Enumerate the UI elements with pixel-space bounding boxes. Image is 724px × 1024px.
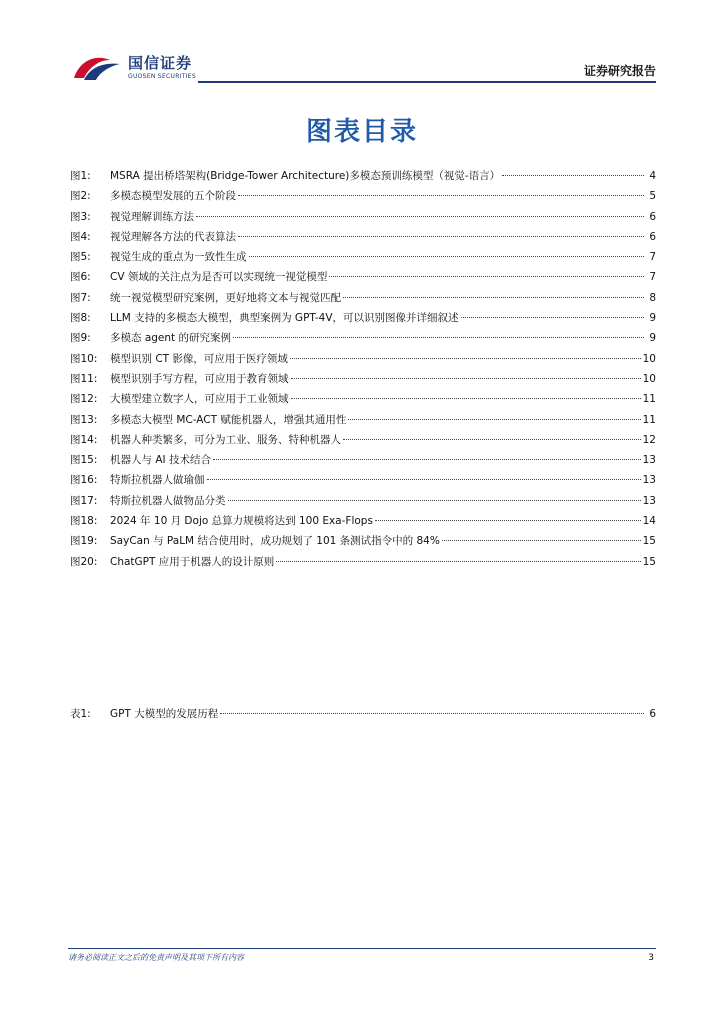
toc-dot-leader: [276, 561, 640, 562]
toc-entry[interactable]: [70, 249, 656, 269]
toc-dot-leader: [291, 378, 641, 379]
toc-entry-page: 8: [649, 291, 656, 304]
toc-entry-label: 图12:: [70, 393, 98, 406]
toc-entry-page: 9: [649, 312, 656, 325]
toc-entry-title: 大模型建立数字人，可应用于工业领域: [110, 393, 289, 406]
toc-dot-leader: [502, 175, 644, 176]
toc-entry-label: 图15:: [70, 454, 98, 467]
toc-entry-label: 图18:: [70, 515, 98, 528]
toc-entry-page: 13: [642, 494, 656, 507]
toc-entry[interactable]: [70, 290, 656, 310]
toc-entry-label: 图1:: [70, 170, 91, 182]
toc-entry[interactable]: [70, 229, 656, 249]
toc-dot-leader: [461, 317, 644, 318]
toc-entry-page: 13: [642, 474, 656, 487]
toc-entry-label: 图8:: [70, 312, 91, 325]
toc-dot-leader: [233, 337, 644, 338]
toc-entry[interactable]: [70, 391, 656, 411]
toc-entry-page: 14: [642, 515, 656, 528]
toc-entry-label: 图10:: [70, 352, 98, 365]
toc-entry-page: 12: [642, 433, 656, 446]
toc-entry-title: 多模态模型发展的五个阶段: [110, 190, 236, 203]
toc-entry-page: 15: [642, 555, 656, 568]
toc-entry[interactable]: [70, 371, 656, 391]
toc-entry-title: 视觉理解训练方法: [110, 210, 194, 223]
brand-logo: [70, 52, 196, 84]
toc-entry-label: 图20:: [70, 555, 98, 568]
footer-disclaimer: 请务必阅读正文之后的免责声明及其项下所有内容: [68, 953, 244, 962]
toc-entry[interactable]: [70, 351, 656, 371]
toc-entry-title: MSRA 提出桥塔架构(Bridge-Tower Architecture)多模态预训练模型（视觉-语言）: [110, 170, 501, 182]
brand-name-cn: 国信证券: [128, 54, 193, 72]
page-title: 图表目录: [305, 117, 418, 147]
toc-dot-leader: [290, 358, 641, 359]
toc-entry[interactable]: [70, 554, 656, 574]
toc-entry-page: 10: [642, 352, 656, 365]
toc-entry-page: 13: [642, 454, 656, 467]
toc-entry-label: 图2:: [70, 190, 91, 203]
toc-entry-page: 7: [649, 251, 656, 264]
toc-dot-leader: [207, 479, 641, 480]
toc-entry[interactable]: [70, 209, 656, 229]
toc-entry-label: 图6:: [70, 271, 91, 284]
toc-entry-title: ChatGPT 应用于机器人的设计原则: [110, 555, 275, 568]
toc-entry-page: 11: [642, 413, 656, 426]
toc-dot-leader: [196, 216, 644, 217]
toc-dot-leader: [348, 419, 640, 420]
toc-entry[interactable]: [70, 330, 656, 350]
toc-dot-leader: [238, 236, 644, 237]
toc-entry-title: 特斯拉机器人做瑜伽: [110, 474, 205, 487]
toc-entry-page: 6: [649, 708, 656, 720]
toc-dot-leader: [220, 713, 644, 714]
toc-dot-leader: [343, 297, 644, 298]
toc-entry-label: 图7:: [70, 291, 91, 304]
toc-entry[interactable]: [70, 472, 656, 492]
guosen-logo-icon: [70, 52, 124, 84]
toc-entry-label: 表1:: [70, 708, 91, 720]
toc-entry-page: 11: [642, 393, 656, 406]
toc-entry-title: 视觉生成的重点为一致性生成: [110, 251, 247, 264]
toc-entry[interactable]: [70, 269, 656, 289]
toc-entry-page: 15: [642, 535, 656, 548]
toc-dot-leader: [329, 276, 644, 277]
toc-entry[interactable]: [70, 513, 656, 533]
toc-entry[interactable]: [70, 188, 656, 208]
toc-entry[interactable]: [70, 493, 656, 513]
toc-entry-title: 模型识别 CT 影像，可应用于医疗领域: [110, 352, 288, 365]
toc-entry-page: 5: [649, 190, 656, 203]
toc-entry-label: 图11:: [70, 372, 98, 385]
toc-entry-label: 图13:: [70, 413, 98, 426]
header-divider: [198, 81, 656, 83]
toc-entry-label: 图5:: [70, 251, 91, 264]
toc-entry-label: 图17:: [70, 494, 98, 507]
toc-entry-page: 6: [649, 210, 656, 223]
toc-entry-title: 2024 年 10 月 Dojo 总算力规模将达到 100 Exa-Flops: [110, 515, 373, 528]
toc-entry-title: LLM 支持的多模态大模型，典型案例为 GPT-4V，可以识别图像并详细叙述: [110, 312, 459, 325]
toc-entry-title: 统一视觉模型研究案例，更好地将文本与视觉匹配: [110, 291, 341, 304]
toc-entry[interactable]: [70, 432, 656, 452]
toc-dot-leader: [442, 540, 641, 541]
toc-entry[interactable]: [70, 452, 656, 472]
toc-entry-page: 7: [649, 271, 656, 284]
toc-entry[interactable]: [70, 310, 656, 330]
toc-entry-page: 6: [649, 230, 656, 243]
page-header: [70, 50, 656, 86]
toc-entry-page: 4: [649, 170, 656, 182]
toc-entry-title: 机器人与 AI 技术结合: [110, 454, 211, 467]
toc-dot-leader: [375, 520, 641, 521]
toc-dot-leader: [249, 256, 645, 257]
toc-entry-title: 视觉理解各方法的代表算法: [110, 230, 236, 243]
toc-dot-leader: [228, 500, 641, 501]
toc-entry-label: 图19:: [70, 535, 98, 548]
toc-entry-title: 多模态 agent 的研究案例: [110, 332, 232, 345]
toc-entry[interactable]: [70, 412, 656, 432]
table-list: [70, 706, 656, 726]
toc-entry-page: 9: [649, 332, 656, 345]
toc-entry-title: GPT 大模型的发展历程: [110, 708, 219, 720]
brand-name-en: GUOSEN SECURITIES: [128, 73, 197, 80]
toc-entry[interactable]: [70, 706, 656, 726]
footer-divider: [68, 948, 656, 949]
toc-dot-leader: [238, 195, 644, 196]
toc-entry[interactable]: [70, 533, 656, 553]
toc-entry-label: 图3:: [70, 210, 91, 223]
toc-entry-title: 机器人种类繁多，可分为工业、服务、特种机器人: [110, 433, 341, 446]
toc-entry-title: CV 领域的关注点为是否可以实现统一视觉模型: [110, 271, 328, 284]
toc-entry-title: SayCan 与 PaLM 结合使用时，成功规划了 101 条测试指令中的 84%: [110, 535, 440, 548]
toc-dot-leader: [343, 439, 641, 440]
toc-entry-label: 图16:: [70, 474, 98, 487]
toc-dot-leader: [213, 459, 641, 460]
toc-entry-page: 10: [642, 372, 656, 385]
report-type: 证券研究报告: [583, 64, 656, 78]
page-number: 3: [648, 953, 654, 963]
toc-entry-label: 图14:: [70, 433, 98, 446]
toc-entry-title: 特斯拉机器人做物品分类: [110, 494, 226, 507]
toc-entry-title: 模型识别手写方程，可应用于教育领域: [110, 372, 289, 385]
toc-entry-title: 多模态大模型 MC-ACT 赋能机器人，增强其通用性: [110, 413, 347, 426]
toc-entry-label: 图9:: [70, 332, 91, 345]
toc-dot-leader: [291, 398, 641, 399]
toc-entry-label: 图4:: [70, 230, 91, 243]
toc-entry[interactable]: [70, 168, 656, 188]
figure-list: [70, 168, 656, 574]
